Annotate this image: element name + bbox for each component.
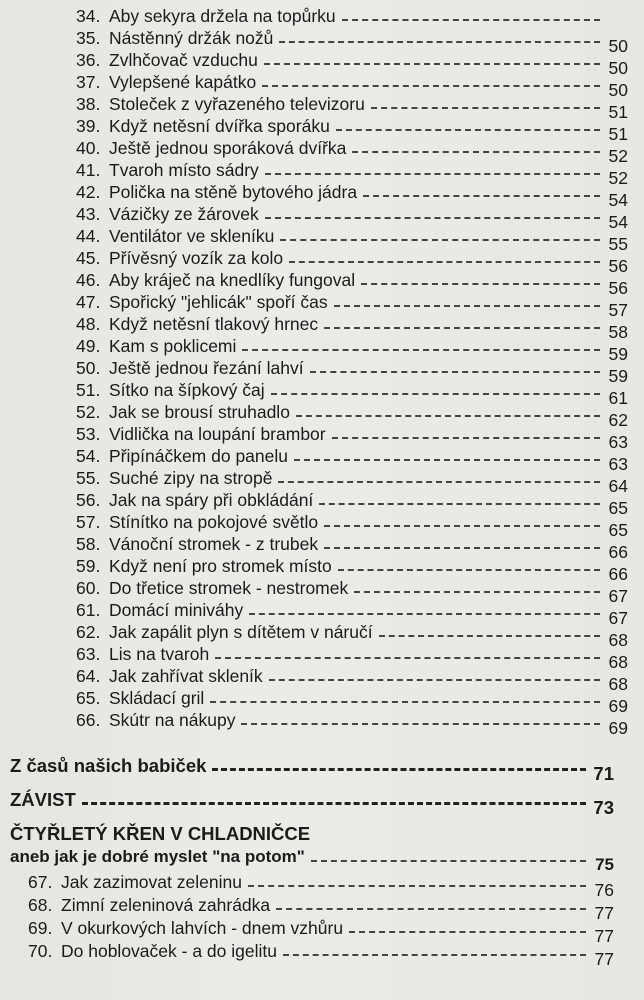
toc-entry: [76, 90, 628, 122]
entry-page: 50: [608, 80, 628, 100]
entry-number: 49.: [76, 336, 101, 356]
entry-number: 55.: [76, 468, 101, 488]
toc-entry: [76, 398, 628, 430]
dot-leader: [269, 679, 600, 681]
toc-entry: [76, 442, 628, 474]
entry-title: Aby kráječ na knedlíky fungoval: [109, 270, 356, 290]
entry-number: 44.: [76, 226, 101, 246]
entry-page: 51: [608, 102, 628, 122]
entry-number: 52.: [76, 402, 101, 422]
entry-page: 67: [608, 586, 628, 606]
toc-entry: [76, 530, 628, 562]
entry-number: 59.: [76, 556, 101, 576]
section-subheading: [10, 843, 614, 874]
entry-number: 56.: [76, 490, 101, 510]
entry-title: Vylepšené kapátko: [109, 72, 257, 92]
toc-entry: [76, 640, 628, 672]
entry-title: Zimní zeleninová zahrádka: [61, 895, 271, 915]
dot-leader: [354, 591, 600, 593]
toc-entry: [28, 891, 614, 923]
toc-entry: [76, 68, 628, 100]
toc-entry: [76, 178, 628, 210]
entry-page: 58: [608, 322, 628, 342]
entry-page: 61: [608, 388, 628, 408]
toc-entry: [76, 464, 628, 496]
dot-leader: [336, 129, 600, 131]
dot-leader: [352, 151, 600, 153]
entry-title: Skútr na nákupy: [109, 710, 236, 730]
toc-entry: [76, 310, 628, 342]
dot-leader: [249, 613, 600, 615]
entry-number: 39.: [76, 116, 101, 136]
toc-entry: [76, 200, 628, 232]
entry-title: Připínáčkem do panelu: [109, 446, 288, 466]
entry-number: 61.: [76, 600, 101, 620]
entry-title: Vánoční stromek - z trubek: [109, 534, 319, 554]
entry-page: 69: [608, 696, 628, 716]
entry-number: 35.: [76, 28, 101, 48]
toc-entry: [76, 244, 628, 276]
toc-entry: [76, 222, 628, 254]
entry-page: 67: [608, 608, 628, 628]
dot-leader: [332, 437, 600, 439]
dot-leader: [324, 525, 600, 527]
entry-title: Aby sekyra držela na topůrku: [109, 6, 336, 26]
entry-page: 66: [608, 564, 628, 584]
entry-page: 68: [608, 630, 628, 650]
dot-leader: [265, 173, 600, 175]
entry-number: 51.: [76, 380, 101, 400]
entry-title: Když netěsní dvířka sporáku: [109, 116, 330, 136]
entry-page: 68: [608, 674, 628, 694]
entry-title: V okurkových lahvích - dnem vzhůru: [61, 918, 344, 938]
section-heading: [10, 752, 614, 784]
entry-title: Když netěsní tlakový hrnec: [109, 314, 319, 334]
dot-leader: [215, 657, 600, 659]
entry-title: Když není pro stromek místo: [109, 556, 332, 576]
dot-leader: [310, 371, 600, 373]
entry-number: 63.: [76, 644, 101, 664]
entry-page: 69: [608, 718, 628, 738]
entry-number: 40.: [76, 138, 101, 158]
entry-title: Vázičky ze žárovek: [109, 204, 259, 224]
toc-entry: [76, 266, 628, 298]
entry-title: Přívěsný vozík za kolo: [109, 248, 284, 268]
entry-title: Jak na spáry při obkládání: [109, 490, 314, 510]
entry-number: 46.: [76, 270, 101, 290]
entry-number: 41.: [76, 160, 101, 180]
entry-title: Polička na stěně bytového jádra: [109, 182, 358, 202]
section-page: 71: [593, 763, 614, 784]
toc-entry: [28, 937, 614, 969]
toc-entry: [76, 486, 628, 518]
dot-leader: [241, 723, 600, 725]
entry-page: 68: [608, 652, 628, 672]
entry-page: 77: [594, 949, 614, 969]
toc-entry: [76, 156, 628, 188]
entry-page: 77: [594, 926, 614, 946]
toc-entry: [76, 288, 628, 320]
toc-entry: [76, 332, 628, 364]
toc-entry: [28, 914, 614, 946]
entry-page: 52: [608, 168, 628, 188]
dot-leader: [82, 802, 586, 805]
dot-leader: [242, 349, 600, 351]
entry-number: 50.: [76, 358, 101, 378]
dot-leader: [334, 305, 600, 307]
entry-page: 50: [608, 36, 628, 56]
entry-title: Stínítko na pokojové světlo: [109, 512, 319, 532]
dot-leader: [319, 503, 600, 505]
entry-page: 56: [608, 256, 628, 276]
section-title: ZÁVIST: [10, 789, 76, 810]
dot-leader: [289, 261, 600, 263]
dot-leader: [342, 19, 600, 21]
dot-leader: [279, 41, 600, 43]
section-title: Z časů našich babiček: [10, 755, 207, 776]
entry-title: Sítko na šípkový čaj: [109, 380, 265, 400]
entry-page: 77: [594, 903, 614, 923]
entry-title: Domácí miniváhy: [109, 600, 244, 620]
entry-number: 34.: [76, 6, 101, 26]
dot-leader: [338, 569, 600, 571]
dot-leader: [276, 908, 586, 910]
dot-leader: [278, 481, 600, 483]
toc-entry: [76, 508, 628, 540]
entry-number: 60.: [76, 578, 101, 598]
entry-title: Suché zipy na stropě: [109, 468, 273, 488]
toc-entry: [76, 618, 628, 650]
entry-title: Skládací gril: [109, 688, 205, 708]
entry-title: Vidlička na loupání brambor: [109, 424, 326, 444]
entry-title: Jak se brousí struhadlo: [109, 402, 290, 422]
entry-title: Ještě jednou řezání lahví: [109, 358, 304, 378]
dot-leader: [311, 860, 586, 862]
entry-number: 57.: [76, 512, 101, 532]
entry-page: 66: [608, 542, 628, 562]
entry-number: 66.: [76, 710, 101, 730]
section-heading: [10, 786, 614, 818]
entry-number: 38.: [76, 94, 101, 114]
entry-page: 55: [608, 234, 628, 254]
dot-leader: [324, 327, 600, 329]
entry-title: Ještě jednou sporáková dvířka: [109, 138, 347, 158]
entry-number: 37.: [76, 72, 101, 92]
toc-entry: [76, 574, 628, 606]
dot-leader: [363, 195, 600, 197]
toc-entry: [76, 2, 628, 26]
dot-leader: [212, 768, 586, 771]
entry-title: Stoleček z vyřazeného televizoru: [109, 94, 365, 114]
entry-page: 59: [608, 344, 628, 364]
toc-entry: [76, 552, 628, 584]
entry-page: 65: [608, 520, 628, 540]
toc-entry: [76, 24, 628, 56]
section-heading: [10, 820, 614, 844]
dot-leader: [379, 635, 600, 637]
entry-page: 50: [608, 58, 628, 78]
entry-page: 56: [608, 278, 628, 298]
entry-title: Jak zapálit plyn s dítětem v náručí: [109, 622, 373, 642]
dot-leader: [210, 701, 600, 703]
entry-title: Tvaroh místo sádry: [109, 160, 259, 180]
entry-title: Ventilátor ve skleníku: [109, 226, 275, 246]
entry-number: 65.: [76, 688, 101, 708]
toc-entry: [76, 112, 628, 144]
section-page: 75: [595, 855, 614, 874]
entry-number: 47.: [76, 292, 101, 312]
section-page: 73: [593, 797, 614, 818]
entry-number: 68.: [28, 895, 53, 915]
toc-entry: [76, 662, 628, 694]
entry-page: 63: [608, 432, 628, 452]
toc-entry: [28, 868, 614, 900]
toc-entry: [76, 684, 628, 716]
dot-leader: [264, 63, 600, 65]
entry-number: 36.: [76, 50, 101, 70]
toc-entry: [76, 376, 628, 408]
entry-page: 57: [608, 300, 628, 320]
entry-page: 54: [608, 190, 628, 210]
entry-page: 52: [608, 146, 628, 166]
dot-leader: [265, 217, 600, 219]
entry-page: 63: [608, 454, 628, 474]
dot-leader: [283, 954, 586, 956]
entry-page: 59: [608, 366, 628, 386]
dot-leader: [324, 547, 600, 549]
entry-number: 54.: [76, 446, 101, 466]
dot-leader: [248, 885, 586, 887]
toc-entry: [76, 134, 628, 166]
entry-number: 67.: [28, 872, 53, 892]
entry-page: 54: [608, 212, 628, 232]
dot-leader: [262, 85, 600, 87]
dot-leader: [280, 239, 600, 241]
entry-page: 51: [608, 124, 628, 144]
section-subtitle: aneb jak je dobré myslet "na potom": [10, 847, 305, 866]
entry-number: 45.: [76, 248, 101, 268]
dot-leader: [361, 283, 600, 285]
entry-title: Do třetice stromek - nestromek: [109, 578, 349, 598]
entry-number: 53.: [76, 424, 101, 444]
entry-number: 43.: [76, 204, 101, 224]
entry-page: 62: [608, 410, 628, 430]
entry-title: Jak zazimovat zeleninu: [61, 872, 242, 892]
entry-page: 64: [608, 476, 628, 496]
entry-title: Jak zahřívat skleník: [109, 666, 263, 686]
entry-title: Do hoblovaček - a do igelitu: [61, 941, 277, 961]
entry-number: 69.: [28, 918, 53, 938]
toc-entry: [76, 596, 628, 628]
entry-title: Lis na tvaroh: [109, 644, 210, 664]
entry-number: 42.: [76, 182, 101, 202]
toc-entry: [76, 46, 628, 78]
dot-leader: [349, 931, 586, 933]
entry-page: 65: [608, 498, 628, 518]
dot-leader: [296, 415, 600, 417]
entry-title: Nástěnný držák nožů: [109, 28, 274, 48]
entry-title: Kam s poklicemi: [109, 336, 237, 356]
entry-page: 76: [594, 880, 614, 900]
toc-entry: [76, 354, 628, 386]
entry-number: 62.: [76, 622, 101, 642]
entry-number: 48.: [76, 314, 101, 334]
toc-entry: [76, 706, 628, 738]
dot-leader: [371, 107, 600, 109]
entry-title: Spořický "jehlicák" spoří čas: [109, 292, 328, 312]
dot-leader: [271, 393, 600, 395]
entry-number: 64.: [76, 666, 101, 686]
entry-number: 70.: [28, 941, 53, 961]
toc-entry: [76, 420, 628, 452]
dot-leader: [294, 459, 600, 461]
entry-title: Zvlhčovač vzduchu: [109, 50, 258, 70]
section-title: ČTYŘLETÝ KŘEN V CHLADNIČCE: [10, 823, 311, 844]
entry-number: 58.: [76, 534, 101, 554]
